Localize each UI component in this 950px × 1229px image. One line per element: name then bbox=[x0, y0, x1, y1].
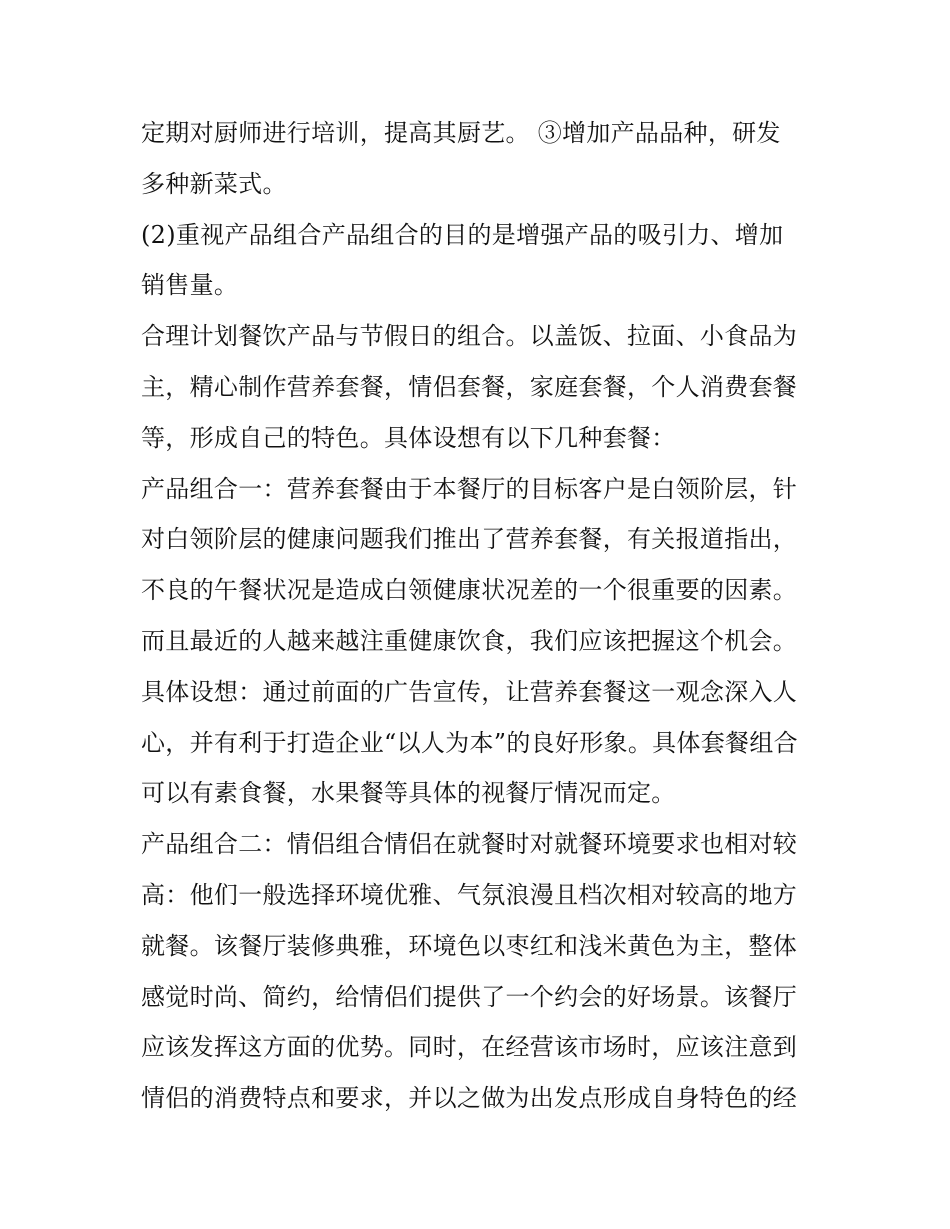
text-line: 就餐。该餐厅装修典雅，环境色以枣红和浅米黄色为主，整体 bbox=[141, 931, 798, 960]
text-line: 高：他们一般选择环境优雅、气氛浪漫且档次相对较高的地方 bbox=[141, 880, 798, 909]
text-line: 等，形成自己的特色。具体设想有以下几种套餐： bbox=[141, 423, 676, 452]
text-line: 具体设想：通过前面的广告宣传，让营养套餐这一观念深入人 bbox=[141, 677, 798, 706]
text-line: 心，并有利于打造企业“以人为本”的良好形象。具体套餐组合 bbox=[141, 728, 798, 757]
text-line: 定期对厨师进行培训，提高其厨艺。 ③增加产品品种，研发 bbox=[141, 119, 781, 147]
text-line: 可以有素食餐，水果餐等具体的视餐厅情况而定。 bbox=[141, 779, 676, 808]
text-line: 不良的午餐状况是造成白领健康状况差的一个很重要的因素。 bbox=[141, 576, 798, 605]
text-line: 销售量。 bbox=[141, 271, 239, 300]
text-line: 感觉时尚、简约，给情侣们提供了一个约会的好场景。该餐厅 bbox=[141, 982, 798, 1011]
text-line: 应该发挥这方面的优势。同时，在经营该市场时，应该注意到 bbox=[141, 1033, 798, 1062]
text-line: 产品组合一：营养套餐由于本餐厅的目标客户是白领阶层，针 bbox=[141, 474, 798, 503]
body-text bbox=[141, 108, 821, 1124]
text-line: (2)重视产品组合产品组合的目的是增强产品的吸引力、增加 bbox=[141, 220, 784, 249]
text-line: 合理计划餐饮产品与节假日的组合。以盖饭、拉面、小食品为 bbox=[141, 322, 798, 351]
text-line: 多种新菜式。 bbox=[141, 169, 287, 198]
text-line: 产品组合二：情侣组合情侣在就餐时对就餐环境要求也相对较 bbox=[141, 830, 798, 859]
text-line: 情侣的消费特点和要求，并以之做为出发点形成自身特色的经 bbox=[141, 1084, 798, 1113]
text-line: 主，精心制作营养套餐，情侣套餐，家庭套餐，个人消费套餐 bbox=[141, 372, 798, 401]
text-line: 对白领阶层的健康问题我们推出了营养套餐，有关报道指出， bbox=[141, 525, 798, 554]
text-line: 而且最近的人越来越注重健康饮食，我们应该把握这个机会。 bbox=[141, 626, 798, 655]
